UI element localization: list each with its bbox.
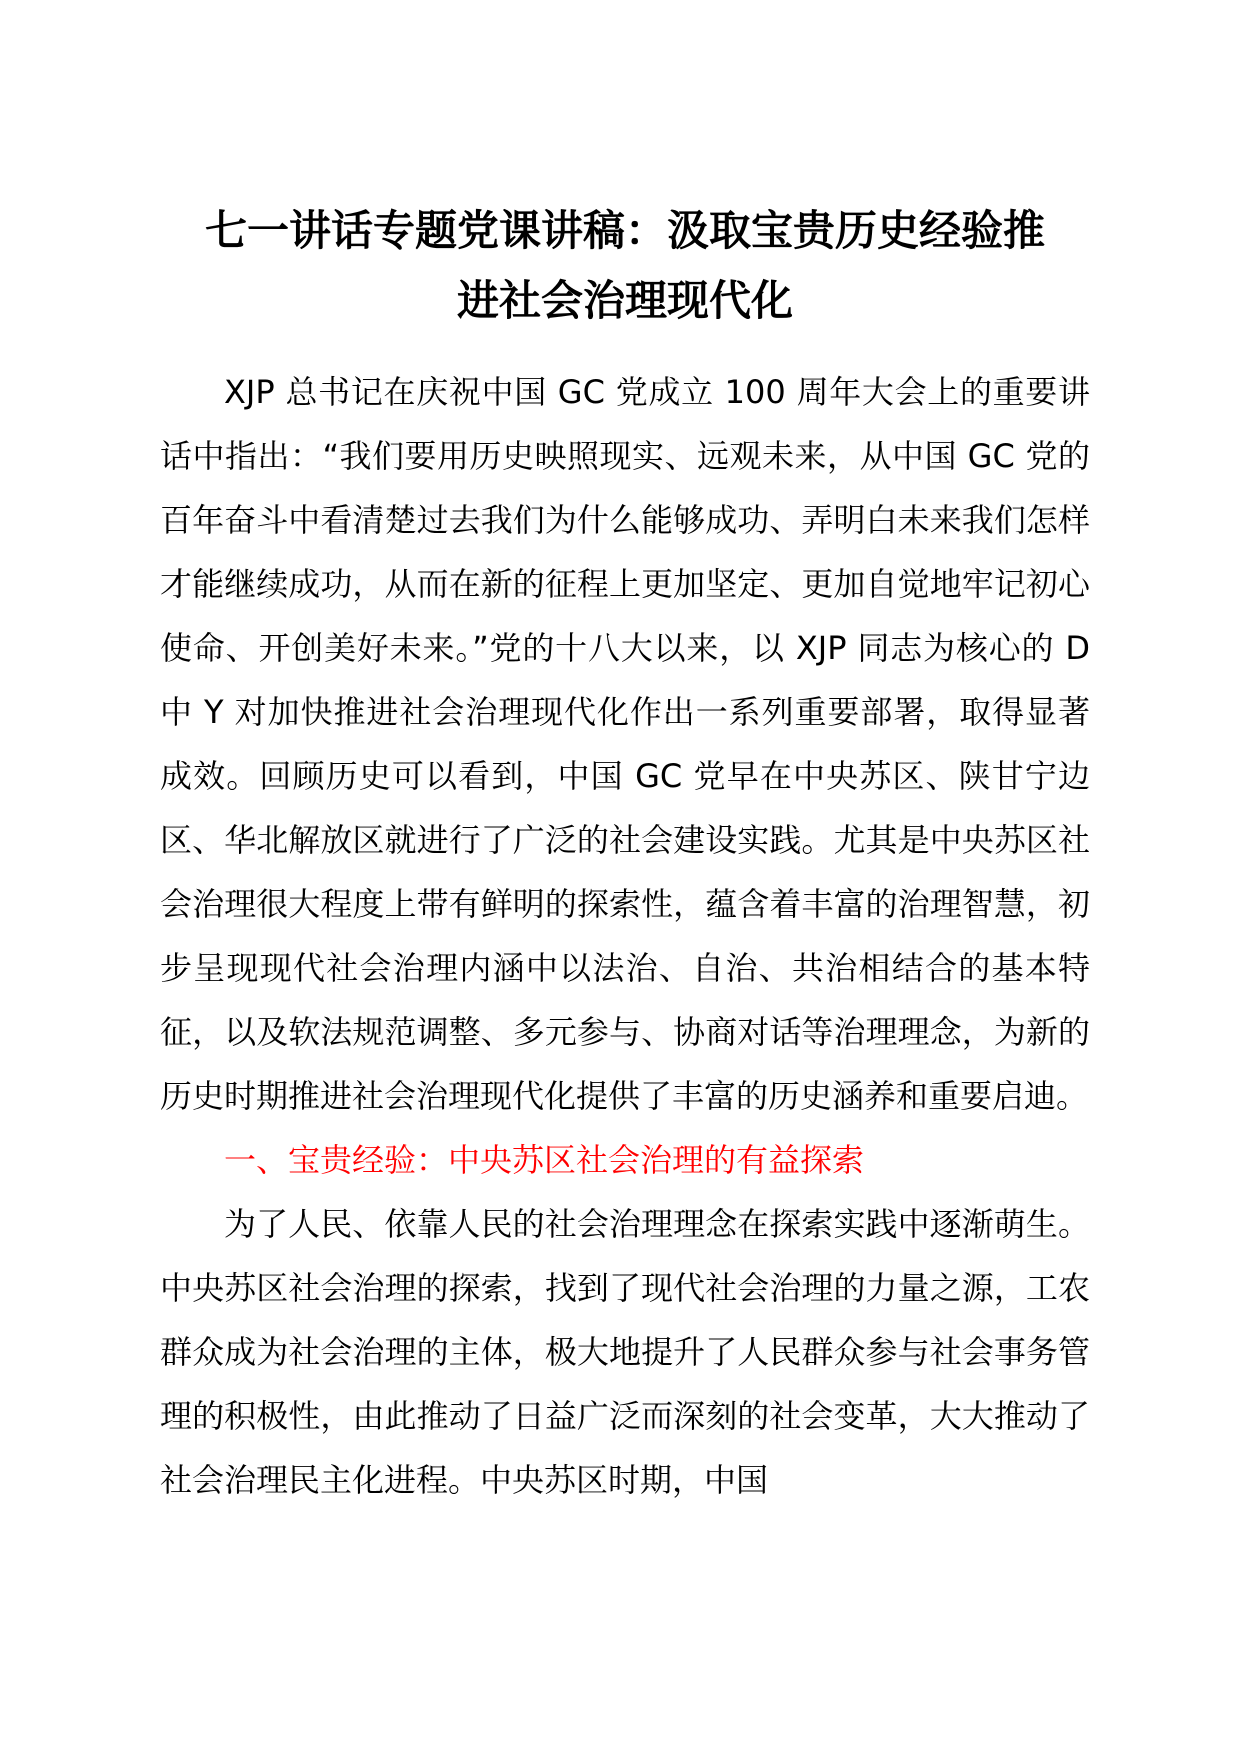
- document-title: [160, 196, 1090, 336]
- body-paragraph-2: 为了人民、依靠人民的社会治理理念在探索实践中逐渐萌生。中央苏区社会治理的探索，找到了现代社会治理的力量之源，工农群众成为社会治理的主体，极大地提升了人民群众参与社会事务管理的积极性，由此推动了日益广泛而深刻的社会变革，大大推动了社会治理民主化进程。中央苏区时期，中国: [160, 1205, 1090, 1499]
- title-line-1: 七一讲话专题党课讲稿：汲取宝贵历史经验推: [204, 206, 1045, 255]
- title-line-2: 进社会治理现代化: [456, 276, 793, 325]
- section-heading: 一、宝贵经验：中央苏区社会治理的有益探索: [224, 1141, 865, 1179]
- body-paragraph-1: XJP 总书记在庆祝中国 GC 党成立 100 周年大会上的重要讲话中指出：“我们要用历史映照现实、远观未来，从中国 GC 党的百年奋斗中看清楚过去我们为什么能够成功、弄明白未来我们怎样才能继续成功，从而在新的征程上更加坚定、更加自觉地牢记初心使命、开创美好未来。”党的十八大以来，以 XJP 同志为核心的 D 中 Y 对加快推进社会治理现代化作出一系列重要部署，取得显著成效。回顾历史可以看到，中国 GC 党早在中央苏区、陕甘宁边区、华北解放区就进行了广泛的社会建设实践。尤其是中央苏区社会治理很大程度上带有鲜明的探索性，蕴含着丰富的治理智慧，初步呈现现代社会治理内涵中以法治、自治、共治相结合的基本特征，以及软法规范调整、多元参与、协商对话等治理理念，为新的历史时期推进社会治理现代化提供了丰富的历史涵养和重要启迪。: [160, 373, 1090, 1115]
- document-body: [160, 360, 1090, 1512]
